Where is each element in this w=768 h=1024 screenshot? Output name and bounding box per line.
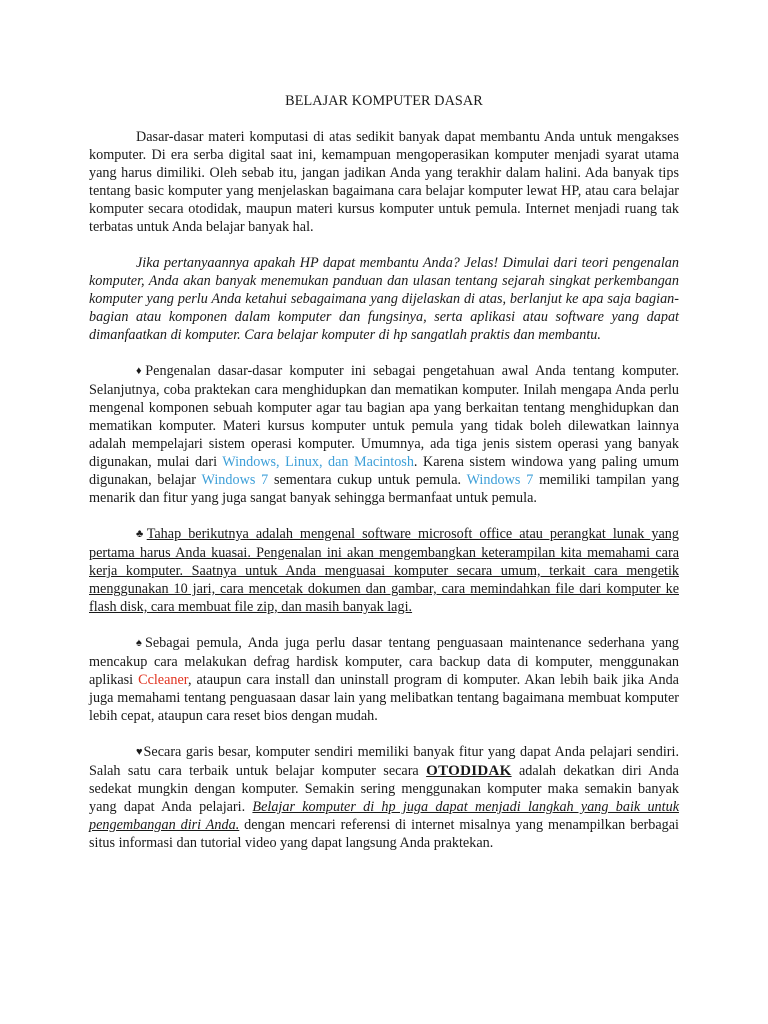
link-windows7[interactable]: Windows 7 [201,472,269,488]
text-segment: . Karena sistem windowa yang paling umum digunakan, belajar [89,454,679,488]
link-ccleaner[interactable]: Ccleaner [138,672,188,688]
paragraph-maintenance [89,634,679,725]
document-title: BELAJAR KOMPUTER DASAR [285,93,483,109]
paragraph-question: Jika pertanyaannya apakah HP dapat membantu Anda? Jelas! Dimulai dari teori pengenalan komputer, Anda akan banyak menemukan panduan dan ulasan tentang sejarah singkat perkembangan komputer yang perlu Anda ketahui sebagaimana yang dijelaskan di atas, berlanjut ke apa saja bagian-bagian atau komponen dalam komputer dan fungsinya, serta aplikasi atau software yang dapat dimanfaatkan di komputer. Cara belajar komputer di hp sangatlah praktis dan membantu. [89,255,679,343]
paragraph-pengenalan [89,362,679,507]
text-segment: Secara garis besar, komputer sendiri memiliki banyak fitur yang dapat Anda pelajari sendiri. Salah satu cara terbaik untuk belajar komputer secara [89,744,680,779]
diamond-bullet-icon: ♦ [136,365,146,377]
club-bullet-icon: ♣ [136,528,147,540]
link-os-list[interactable]: Windows, Linux, dan Macintosh [222,454,414,470]
emphasis-otodidak: OTODIDAK [426,763,512,779]
text-segment: sementara cukup untuk pemula. [268,472,467,488]
text-segment: memiliki tampilan yang menarik dan fitur yang juga sangat banyak sehingga bermanfaat untuk pemula. [89,472,680,506]
paragraph-otodidak [89,743,679,852]
emphasis-italic: Belajar komputer di hp juga dapat menjadi langkah yang baik untuk pengembangan diri Anda. [89,799,679,833]
text-segment: dengan mencari referensi di internet misalnya yang menampilkan berbagai situs informasi dan tutorial video yang dapat langsung Anda praktekan. [89,817,679,851]
text-segment: adalah dekatkan diri Anda sedekat mungkin dengan komputer. Semakin sering menggunakan komputer maka semakin banyak yang dapat Anda pelajari. [89,763,679,815]
link-windows7-2[interactable]: Windows 7 [466,472,534,488]
text-segment: Sebagai pemula, Anda juga perlu dasar tentang penguasaan maintenance sederhana yang mencakup cara melakukan defrag hardisk komputer, cara backup data di komputer, menggunakan aplikasi [89,635,680,688]
text-segment: , ataupun cara install dan uninstall program di komputer. Akan lebih baik jika Anda juga memahami tentang penguasaan dasar lain yang melibatkan tentang bagaimana membuat komputer lebih cepat, ataupun cara reset bios dengan mudah. [89,672,679,724]
heart-bullet-icon: ♥ [136,746,144,758]
underlined-text: Tahap berikutnya adalah mengenal software microsoft office atau perangkat lunak yang pertama harus Anda kuasai. Pengenalan ini akan mengembangkan keterampilan kita memahami cara kerja komputer. Saatnya untuk Anda menguasai komputer secara umum, terkait cara mengetik menggunakan 10 jari, cara mencetak dokumen dan gambar, cara memindahkan file dari komputer ke flash disk, cara membuat file zip, dan masih banyak lagi. [89,526,679,615]
text-segment: Pengenalan dasar-dasar komputer ini sebagai pengetahuan awal Anda tentang komputer. Selanjutnya, coba praktekan cara menghidupkan dan mematikan komputer. Inilah mengapa Anda perlu mengenal komponen sebuah komputer agar tau bagian apa yang berkaitan tentang menghidupkan dan mematikan komputer. Materi kursus komputer untuk pemula yang tidak boleh dilewatkan lainnya adalah mempelajari sistem operasi komputer. Umumnya, ada tiga jenis sistem operasi yang banyak digunakan, mulai dari [89,363,679,470]
spade-bullet-icon: ♠ [136,637,145,649]
paragraph-intro: Dasar-dasar materi komputasi di atas sedikit banyak dapat membantu Anda untuk mengakses komputer. Di era serba digital saat ini, kemampuan mengoperasikan komputer menjadi syarat utama yang harus dimiliki. Oleh sebab itu, jangan jadikan Anda yang terakhir dalam halini. Ada banyak tips tentang basic komputer yang menjelaskan bagaimana cara belajar komputer lewat HP, atau cara belajar komputer secara otodidak, maupun materi kursus komputer untuk pemula. Internet menjadi ruang tak terbatas untuk Anda belajar banyak hal. [89,129,679,235]
paragraph-software [89,525,679,616]
